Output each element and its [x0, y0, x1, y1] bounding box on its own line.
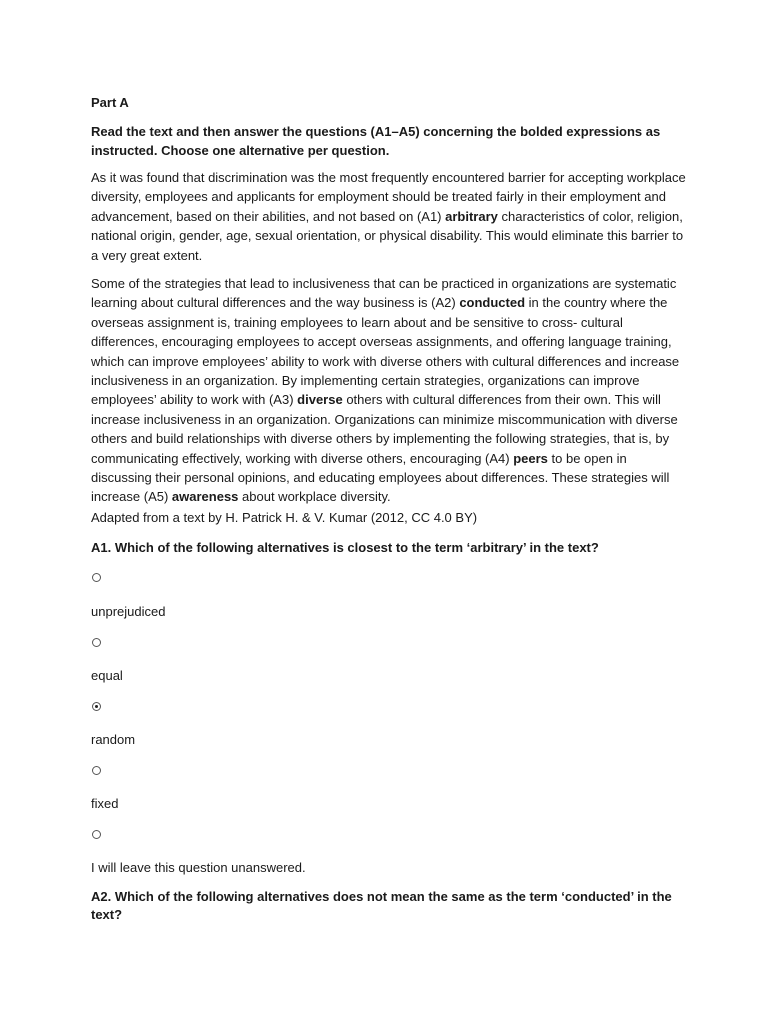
source-citation: Adapted from a text by H. Patrick H. & V. Kumar (2012, CC 4.0 BY): [91, 510, 478, 525]
bold-term-diverse: diverse: [297, 392, 343, 408]
bold-term-arbitrary: arbitrary: [445, 208, 498, 224]
text-paragraph-2: [91, 274, 687, 507]
radio-unprejudiced[interactable]: [92, 573, 101, 582]
option-label-unprejudiced[interactable]: unprejudiced: [91, 604, 166, 619]
question-a2-prompt: A2. Which of the following alternatives does not mean the same as the term ‘conducted’ in the text?: [91, 889, 672, 922]
radio-unanswered[interactable]: [92, 830, 101, 839]
question-a1-prompt: A1. Which of the following alternatives is closest to the term ‘arbitrary’ in the text?: [91, 540, 599, 555]
para2-seg1: Some of the strategies that lead to inclusiveness that can be practiced in organizations are systematic learning about cultural differences and the way business is (A2): [91, 276, 677, 311]
instructions: Read the text and then answer the questions (A1–A5) concerning the bolded expressions as instructed. Choose one alternative per question.: [91, 124, 661, 158]
radio-fixed[interactable]: [92, 766, 101, 775]
bold-term-peers: peers: [513, 450, 548, 466]
para2-seg4: to be open in discussing their personal opinions, and educating employees about differences. These strategies will increase (A5): [91, 450, 670, 505]
option-label-unanswered[interactable]: I will leave this question unanswered.: [91, 860, 306, 875]
para1-text-after: characteristics of color, religion, national origin, gender, age, sexual orientation, or physical disability. This would eliminate this barrier to a very great extent.: [91, 208, 684, 263]
option-label-equal[interactable]: equal: [91, 668, 123, 683]
para2-seg2: in the country where the overseas assignment is, training employees to learn about and be sensitive to cross- cultural differences, encouraging employees to accept overseas assignments, and offering language training, which can improve employees’ ability to work with diverse others with cultural differences and increase inclusiveness in an organization. By implementing certain strategies, organizations can improve employees’ ability to work with (A3): [91, 295, 680, 408]
radio-equal[interactable]: [92, 638, 101, 647]
para2-seg3: others with cultural differences from their own. This will increase inclusiveness in an organization. Organizations can minimize miscommunication with diverse others and build relationships with diverse others by implementing the following strategies, that is, by communicating effectively, working with diverse others, encouraging (A4): [91, 392, 678, 466]
text-paragraph-1: [91, 168, 687, 265]
para1-text-before: As it was found that discrimination was the most frequently encountered barrier for accepting workplace diversity, employees and applicants for employment should be treated fairly in their employment and advancement, based on their abilities, and not based on (A1): [91, 170, 686, 224]
option-label-fixed[interactable]: fixed: [91, 796, 119, 811]
option-label-random[interactable]: random: [91, 732, 136, 747]
para2-seg5: about workplace diversity.: [238, 489, 391, 505]
bold-term-awareness: awareness: [171, 489, 239, 505]
radio-random[interactable]: [92, 702, 101, 711]
part-heading: Part A: [91, 95, 129, 110]
bold-term-conducted: conducted: [459, 295, 526, 311]
